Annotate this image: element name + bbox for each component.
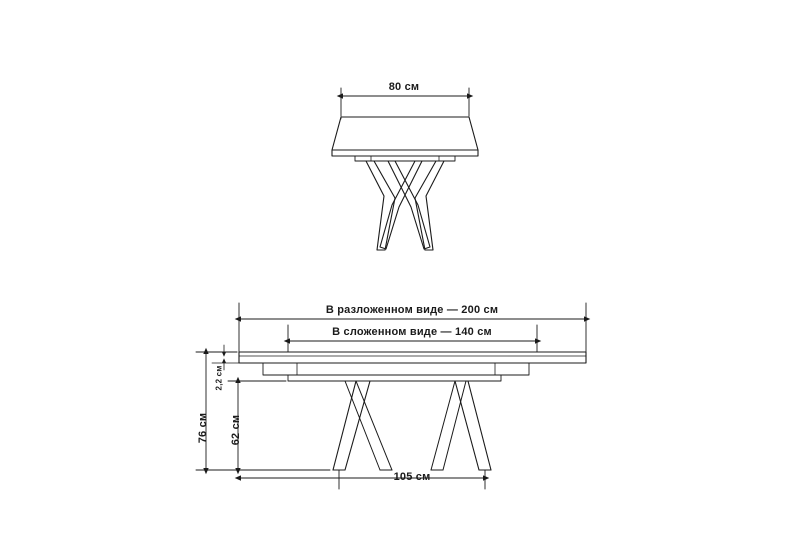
base-width-dimension: [241, 470, 485, 489]
top-width-label: 80 см: [388, 81, 420, 93]
tabletop-apron-top-view: [355, 156, 455, 161]
tabletop-front-view: [239, 352, 586, 363]
base-width-label: 105 см: [393, 471, 431, 483]
top-view-group: [332, 88, 478, 250]
legs-top-view: [366, 161, 444, 250]
legs-front-view: [333, 381, 491, 470]
folded-length-label: В сложенном виде — 140 см: [332, 326, 492, 338]
leg-height-label: 62 см: [230, 414, 242, 446]
tabletop-top-view: [332, 117, 478, 150]
total-height-label: 76 см: [197, 412, 209, 444]
apron-front-view: [288, 375, 501, 381]
extension-rail-front-view: [263, 363, 529, 375]
extended-length-label: В разложенном виде — 200 см: [325, 304, 499, 316]
top-thickness-label: 2,2 см: [214, 365, 224, 391]
tabletop-edge-top-view: [332, 150, 478, 156]
